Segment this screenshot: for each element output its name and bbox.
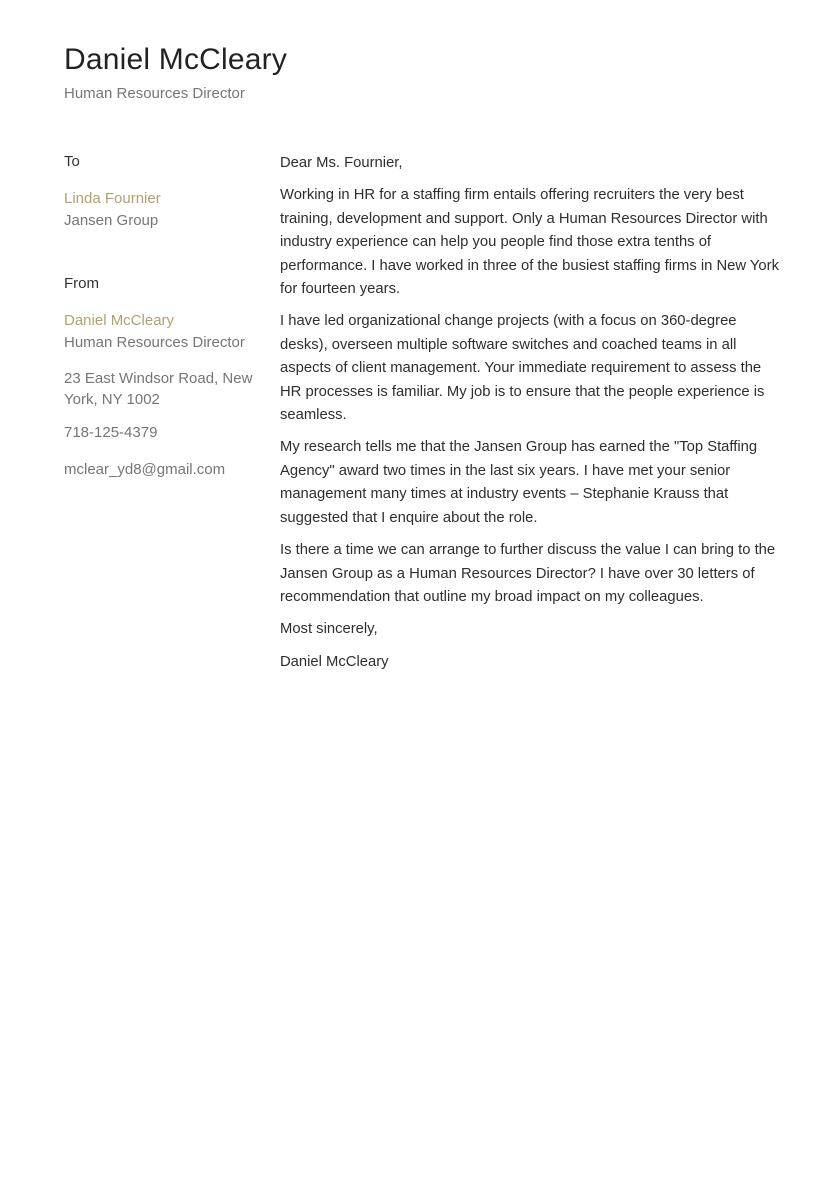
letter-paragraph: Is there a time we can arrange to further discuss the value I can bring to the Jansen Group as a Human Resources Director? I have over 30 letters of recommendation that outline my broad impact on my colleagues. xyxy=(280,542,776,605)
applicant-name: Daniel McCleary xyxy=(64,43,288,76)
letter-signature: Daniel McCleary xyxy=(280,653,389,670)
letter-paragraph: I have led organizational change projects (with a focus on 360-degree desks), overseen multiple software switches and coached teams in all aspects of client management. Your immediate requirement to assess the HR processes is familiar. My job is to ensure that the people experience is seamless. xyxy=(280,313,765,424)
sender-email: mclear_yd8@gmail.com xyxy=(64,461,226,478)
letter-paragraph: My research tells me that the Jansen Group has earned the "Top Staffing Agency" award two times in the last six years. I have met your senior management many times at industry events – Stephanie Krauss that suggested that I enquire about the role. xyxy=(280,439,758,526)
sender-job-title: Human Resources Director xyxy=(64,334,245,351)
contact-sidebar xyxy=(64,152,260,481)
to-label: To xyxy=(64,153,80,170)
letter-paragraph: Working in HR for a staffing firm entails offering recruiters the very best training, development and support. Only a Human Resources Director with industry experience can help you people find those extra tenths of performance. I have worked in three of the busiest staffing firms in New York for fourteen years. xyxy=(280,187,779,298)
letter-body xyxy=(280,152,780,683)
sender-name: Daniel McCleary xyxy=(64,312,175,329)
sender-address: 23 East Windsor Road, New York, NY 1002 xyxy=(64,370,253,408)
applicant-job-title: Human Resources Director xyxy=(64,85,245,102)
letter-header xyxy=(64,42,764,104)
recipient-name: Linda Fournier xyxy=(64,190,161,207)
recipient-company: Jansen Group xyxy=(64,212,159,229)
letter-greeting: Dear Ms. Fournier, xyxy=(280,155,403,171)
from-label: From xyxy=(64,275,99,292)
letter-closing: Most sincerely, xyxy=(280,621,378,638)
sender-phone: 718-125-4379 xyxy=(64,424,158,441)
